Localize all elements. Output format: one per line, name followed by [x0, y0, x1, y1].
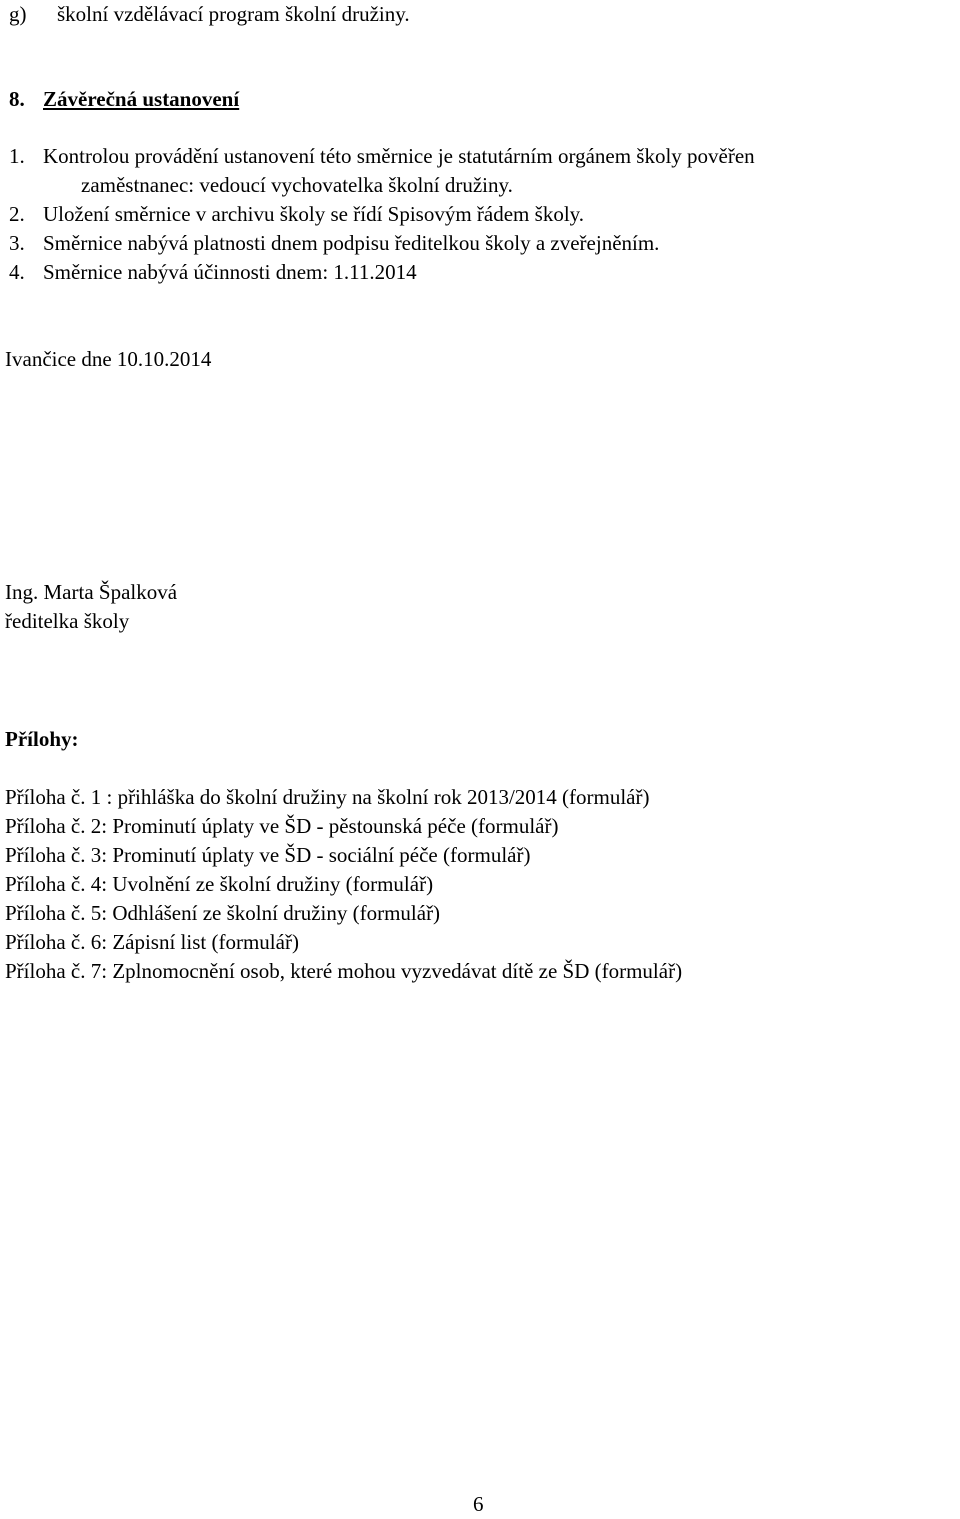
list-number: 2.: [9, 202, 25, 226]
section-title: Závěrečná ustanovení: [43, 87, 240, 111]
list-item-3: [0, 229, 659, 258]
list-item-text: Uložení směrnice v archivu školy se řídí Spisovým řádem školy.: [43, 202, 585, 226]
list-item-4: [0, 258, 417, 287]
list-item-text: Směrnice nabývá platnosti dnem podpisu ředitelkou školy a zveřejněním.: [43, 231, 660, 255]
list-item-text: [43, 142, 755, 171]
list-item-g: [0, 0, 410, 29]
list-marker: g): [9, 2, 27, 26]
attachments-heading: Přílohy:: [5, 727, 79, 751]
attachment-item: Příloha č. 1 : přihláška do školní družiny na školní rok 2013/2014 (formulář): [5, 785, 650, 809]
list-number: 1.: [9, 144, 25, 168]
section-heading: [0, 85, 239, 114]
attachment-item: Příloha č. 3: Prominutí úplaty ve ŠD - sociální péče (formulář): [5, 843, 531, 867]
list-item-text: Směrnice nabývá účinnosti dnem: 1.11.2014: [43, 260, 417, 284]
list-number: 3.: [9, 231, 25, 255]
place-date: Ivančice dne 10.10.2014: [5, 347, 212, 371]
list-item-line: zaměstnanec: vedoucí vychovatelka školní družiny.: [81, 173, 513, 197]
attachment-item: Příloha č. 2: Prominutí úplaty ve ŠD - pěstounská péče (formulář): [5, 814, 559, 838]
signature-name: Ing. Marta Špalková: [5, 580, 178, 604]
page-number: 6: [473, 1492, 484, 1516]
attachment-item: Příloha č. 4: Uvolnění ze školní družiny (formulář): [5, 872, 434, 896]
list-item-2: [0, 200, 584, 229]
list-item-line: Kontrolou provádění ustanovení této směrnice je statutárním orgánem školy pověřen: [43, 144, 755, 168]
list-item-text: školní vzdělávací program školní družiny.: [57, 2, 410, 26]
attachment-item: Příloha č. 5: Odhlášení ze školní družiny (formulář): [5, 901, 441, 925]
signature-role: ředitelka školy: [5, 609, 130, 633]
attachment-item: Příloha č. 6: Zápisní list (formulář): [5, 930, 299, 954]
attachment-item: Příloha č. 7: Zplnomocnění osob, které mohou vyzvedávat dítě ze ŠD (formulář): [5, 959, 683, 983]
section-number: 8.: [9, 87, 25, 111]
list-item-1: [0, 142, 755, 171]
list-item-1-continuation: [81, 171, 513, 200]
list-number: 4.: [9, 260, 25, 284]
